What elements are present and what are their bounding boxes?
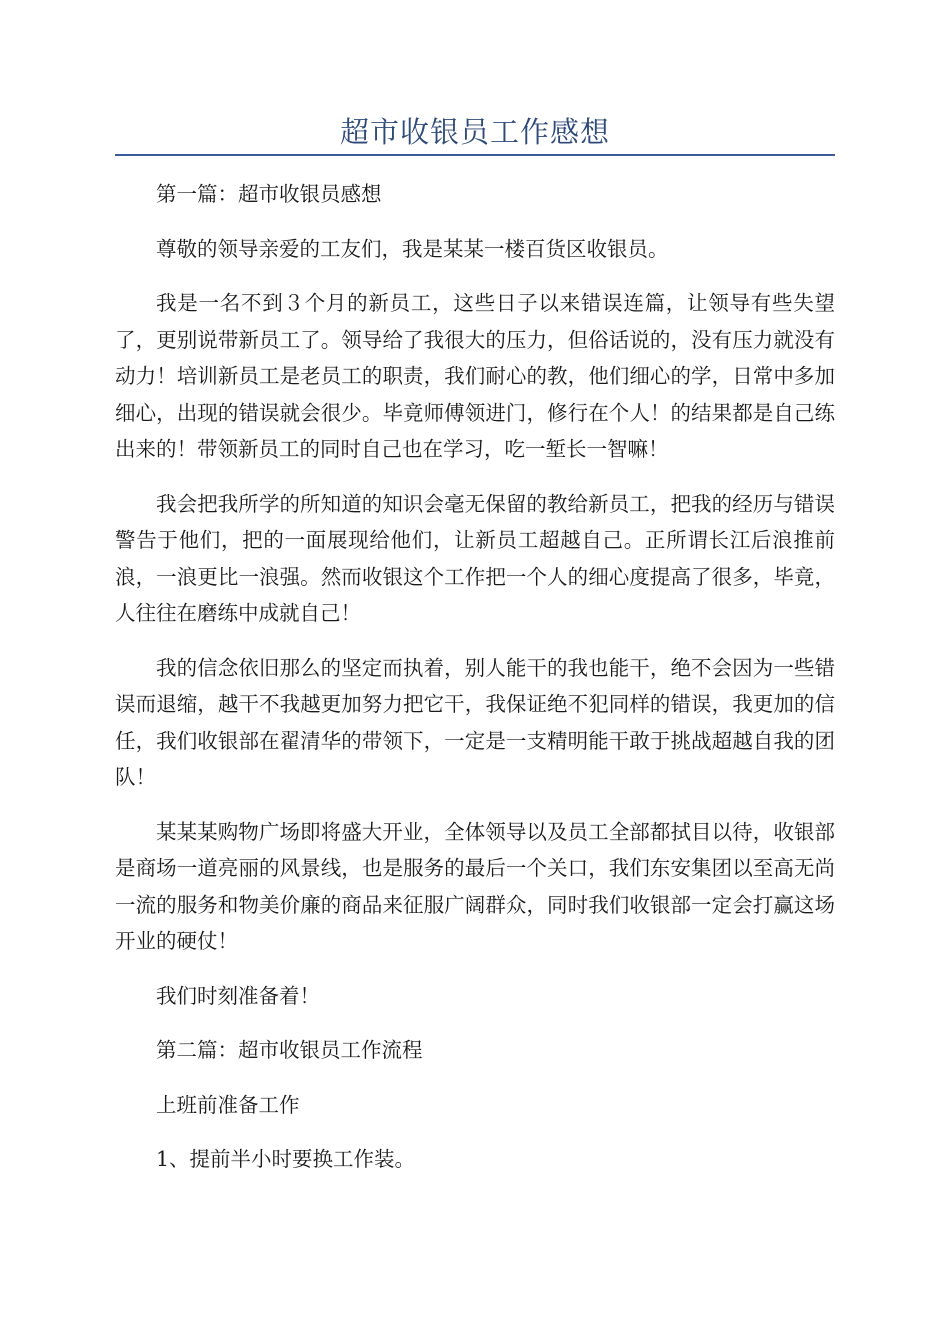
section-heading-1: 第一篇：超市收银员感想	[156, 182, 382, 206]
paragraph-greeting: 尊敬的领导亲爱的工友们，我是某某一楼百货区收银员。	[156, 236, 669, 261]
paragraph: 我的信念依旧那么的坚定而执着，别人能干的我也能干，绝不会因为一些错误而退缩，越干不我越更加努力把它干，我保证绝不犯同样的错误，我更加的信任，我们收银部在翟清华的带领下，一定是一支精明能干敢于挑战超越自我的团队！	[115, 655, 835, 789]
paragraph-closing: 我们时刻准备着！	[156, 983, 320, 1008]
section-heading-2: 第二篇：超市收银员工作流程	[156, 1038, 423, 1062]
document-body	[115, 176, 835, 1196]
paragraph: 我会把我所学的所知道的知识会毫无保留的教给新员工，把我的经历与错误警告于他们，把的一面展现给他们，让新员工超越自己。正所谓长江后浪推前浪，一浪更比一浪强。然而收银这个工作把一个人的细心度提高了很多，毕竟，人往往在磨练中成就自己！	[115, 491, 835, 625]
document-title: 超市收银员工作感想	[339, 115, 610, 149]
list-item: 1、提前半小时要换工作装。	[156, 1147, 416, 1171]
title-underline	[115, 154, 835, 156]
subsection-heading: 上班前准备工作	[156, 1092, 300, 1117]
paragraph: 某某某购物广场即将盛大开业，全体领导以及员工全部都拭目以待，收银部是商场一道亮丽的风景线，也是服务的最后一个关口，我们东安集团以至高无尚一流的服务和物美价廉的商品来征服广阔群众，同时我们收银部一定会打赢这场开业的硬仗！	[115, 819, 835, 953]
paragraph: 我是一名不到３个月的新员工，这些日子以来错误连篇，让领导有些失望了，更别说带新员工了。领导给了我很大的压力，但俗话说的，没有压力就没有动力！培训新员工是老员工的职责，我们耐心的教，他们细心的学，日常中多加细心，出现的错误就会很少。毕竟师傅领进门，修行在个人！的结果都是自己练出来的！带领新员工的同时自己也在学习，吃一堑长一智嘛！	[115, 291, 835, 461]
